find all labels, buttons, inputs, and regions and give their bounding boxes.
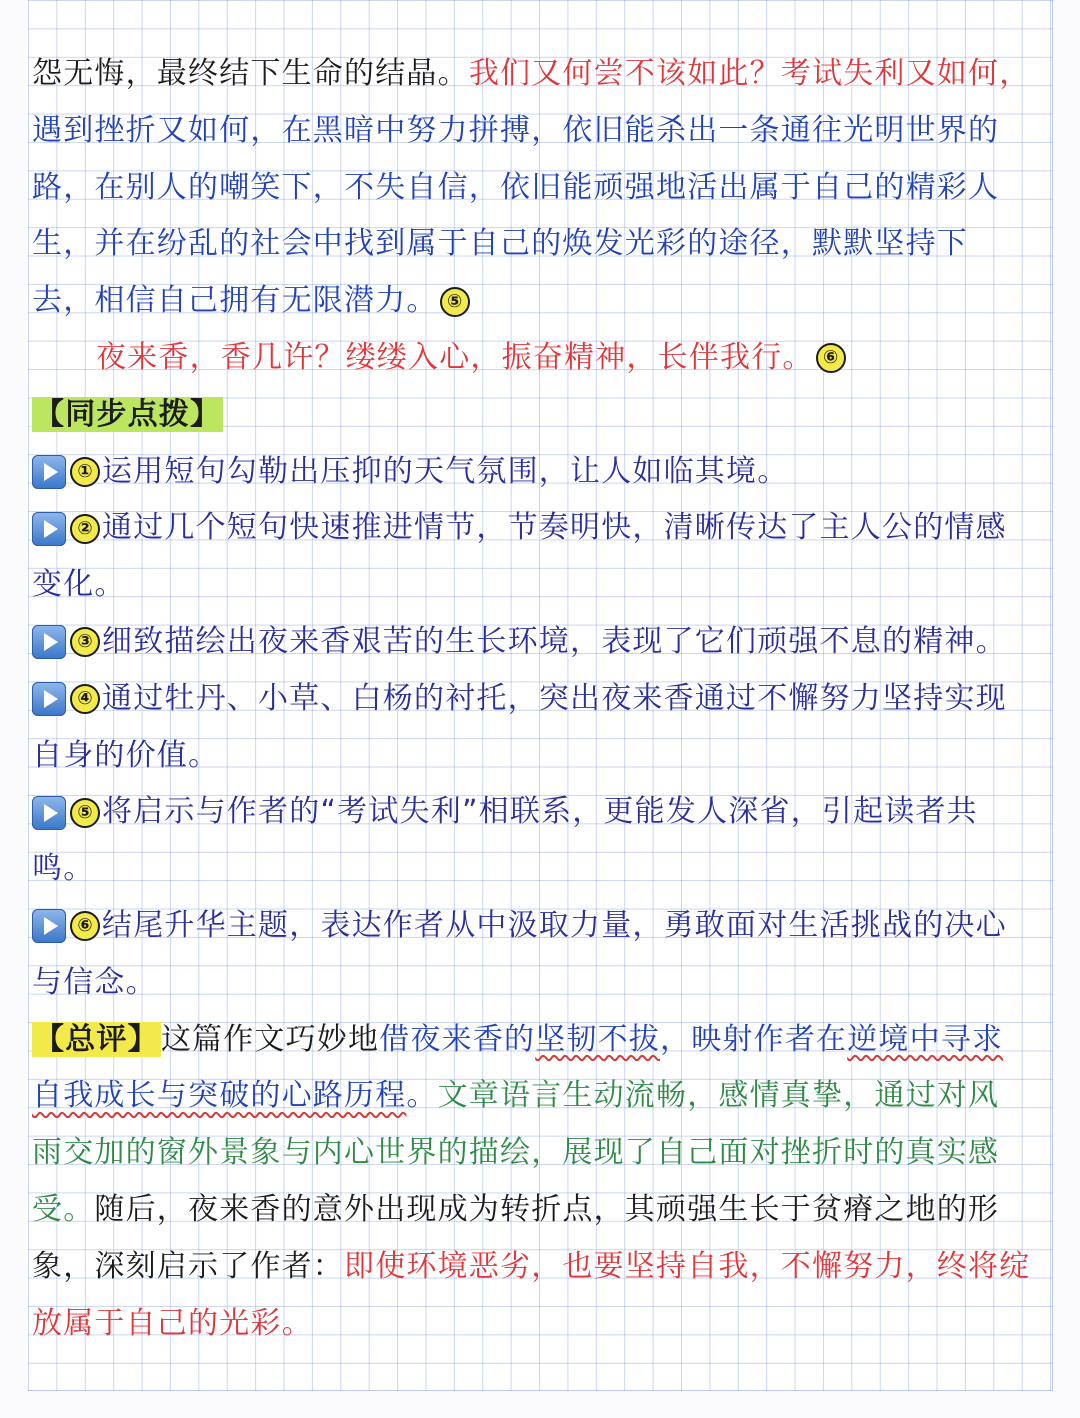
review-underlined-text: 坚韧不拔 <box>535 1021 661 1057</box>
note-number: ② <box>70 514 100 544</box>
essay-text-highlight: 我们又何尝不该如此？考试失利又如何， <box>468 56 1031 91</box>
note-4 <box>32 671 1047 728</box>
note-text: 运用短句勾勒出压抑的天气氛围，让人如临其境。 <box>102 453 789 489</box>
review-line-2 <box>32 1068 1047 1125</box>
note-2-cont: 变化。 <box>32 567 126 603</box>
essay-line-4: 生，并在纷乱的社会中找到属于自己的焕发光彩的途径，默默坚持下 <box>32 226 968 262</box>
play-arrow-icon <box>32 682 66 716</box>
note-5-cont: 鸣。 <box>32 851 95 887</box>
note-text: 通过几个短句快速推进情节，节奏明快，清晰传达了主人公的情感 <box>102 510 1007 546</box>
play-arrow-icon <box>32 625 66 659</box>
review-text: 借夜来香的 <box>379 1021 536 1057</box>
review-text: 这篇作文巧妙地 <box>160 1021 380 1057</box>
review-text: 象，深刻启示了作者： <box>32 1248 344 1284</box>
review-underlined-text: 逆境中寻求 <box>847 1021 1004 1057</box>
essay-line-2: 遇到挫折又如何，在黑暗中努力拼搏，依旧能杀出一条通往光明世界的 <box>32 112 1000 148</box>
review-line-3: 雨交加的窗外景象与内心世界的描绘，展现了自己面对挫折时的真实感 <box>32 1135 1000 1171</box>
note-number: ③ <box>70 627 100 657</box>
essay-line-6 <box>32 330 1047 387</box>
sync-heading-line <box>32 387 1047 444</box>
note-2 <box>32 500 1047 557</box>
note-number: ① <box>70 457 100 487</box>
note-text: 结尾升华主题，表达作者从中汲取力量，勇敢面对生活挑战的决心 <box>102 907 1007 943</box>
essay-line-1 <box>32 46 1047 103</box>
essay-text: 去，相信自己拥有无限潜力。 <box>32 283 438 319</box>
note-1 <box>32 444 1047 501</box>
note-text: 将启示与作者的“考试失利”相联系，更能发人深省，引起读者共 <box>102 794 978 830</box>
sync-heading: 【同步点拨】 <box>34 396 222 432</box>
annotation-marker-5: ⑤ <box>440 287 470 317</box>
review-heading: 【总评】 <box>34 1021 159 1057</box>
note-number: ⑤ <box>70 798 100 828</box>
essay-line-5 <box>32 273 1047 330</box>
note-3 <box>32 614 1047 671</box>
note-page <box>32 46 1047 1352</box>
note-5 <box>32 784 1047 841</box>
annotation-marker-6: ⑥ <box>816 343 846 373</box>
review-line-6: 放属于自己的光彩。 <box>32 1305 313 1341</box>
play-arrow-icon <box>32 512 66 546</box>
review-line-1 <box>32 1012 1047 1069</box>
essay-line-3: 路，在别人的嘲笑下，不失自信，依旧能顽强地活出属于自己的精彩人 <box>32 169 1000 205</box>
review-text: 随后，夜来香的意外出现成为转折点，其顽强生长于贫瘠之地的形 <box>94 1191 1000 1227</box>
review-text: 受。 <box>32 1191 95 1227</box>
note-text: 通过牡丹、小草、白杨的衬托，突出夜来香通过不懈努力坚持实现 <box>102 680 1007 716</box>
review-text: 文章语言生动流畅，感情真挚，通过对风 <box>437 1078 1000 1114</box>
play-arrow-icon <box>32 796 66 830</box>
review-text-highlight: 即使环境恶劣，也要坚持自我，不懈努力，终将绽 <box>344 1248 1031 1284</box>
review-text: 。 <box>406 1078 438 1114</box>
essay-text: 怨无悔，最终结下生命的结晶。 <box>32 56 469 91</box>
note-4-cont: 自身的价值。 <box>32 737 220 773</box>
note-number: ⑥ <box>70 911 100 941</box>
note-text: 细致描绘出夜来香艰苦的生长环境，表现了它们顽强不息的精神。 <box>102 623 1007 659</box>
note-number: ④ <box>70 684 100 714</box>
play-arrow-icon <box>32 455 66 489</box>
review-underlined-text: 自我成长与突破的心路历程 <box>32 1078 407 1114</box>
review-line-5 <box>32 1239 1047 1296</box>
review-text: ，映射作者在 <box>660 1021 848 1057</box>
essay-text-highlight: 夜来香，香几许？缕缕入心，振奋精神，长伴我行。 <box>96 339 814 375</box>
review-line-4 <box>32 1182 1047 1239</box>
note-6 <box>32 898 1047 955</box>
note-6-cont: 与信念。 <box>32 964 157 1000</box>
play-arrow-icon <box>32 909 66 943</box>
